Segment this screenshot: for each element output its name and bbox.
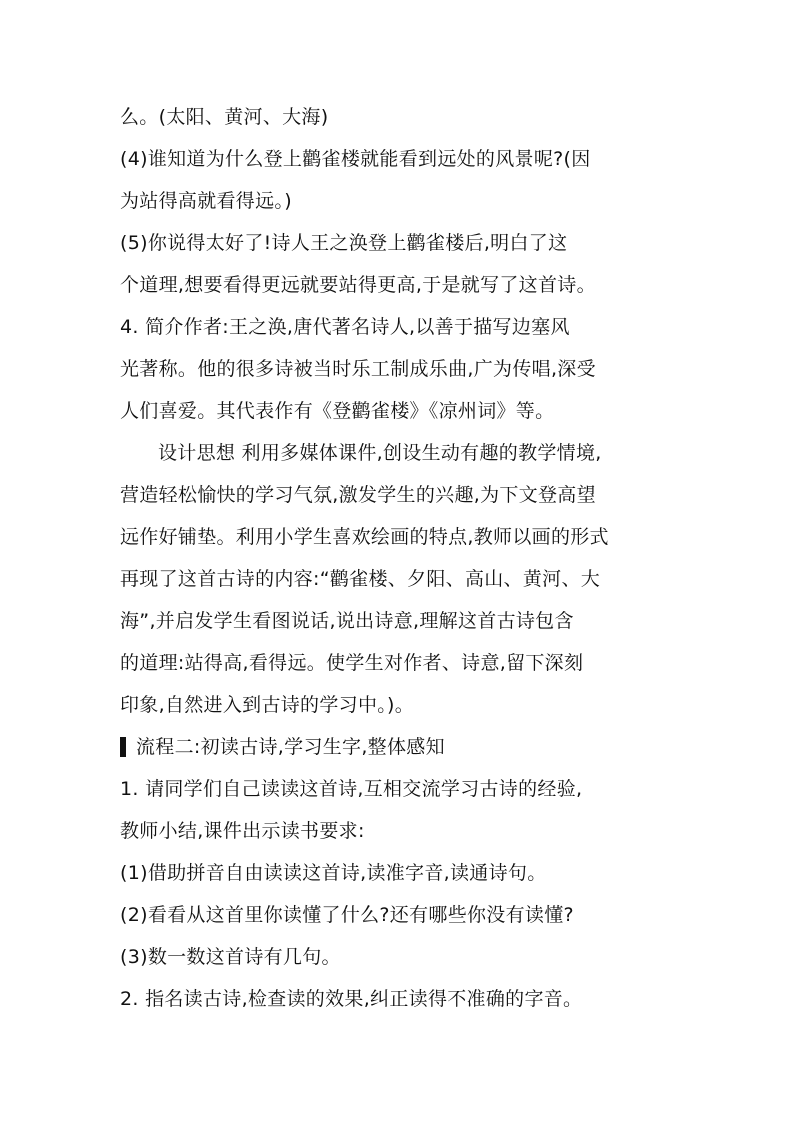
text-line: (3)数一数这首诗有几句。 <box>120 946 341 968</box>
heading-bar-icon <box>120 737 126 757</box>
text-line: 1. 请同学们自己读读这首诗,互相交流学习古诗的经验, <box>120 778 583 800</box>
text-line: 2. 指名读古诗,检查读的效果,纠正读得不准确的字音。 <box>120 988 583 1010</box>
text-line: 远作好铺垫。利用小学生喜欢绘画的特点,教师以画的形式 <box>120 526 609 548</box>
text-line: 教师小结,课件出示读书要求: <box>120 820 365 842</box>
text-line: 4. 简介作者:王之涣,唐代著名诗人,以善于描写边塞风 <box>120 316 570 338</box>
text-line: 人们喜爱。其代表作有《登鹳雀楼》《凉州词》等。 <box>120 400 555 422</box>
design-thought-paragraph-start: 设计思想 利用多媒体课件,创设生动有趣的教学情境, <box>158 442 602 464</box>
text-line: 为站得高就看得远。) <box>120 190 292 212</box>
text-line: 么。(太阳、黄河、大海) <box>120 106 329 128</box>
text-line: 印象,自然进入到古诗的学习中。)。 <box>120 694 415 716</box>
text-line: (1)借助拼音自由读读这首诗,读准字音,读通诗句。 <box>120 862 547 884</box>
section-heading-text: 流程二:初读古诗,学习生字,整体感知 <box>136 736 445 758</box>
text-line: 光著称。他的很多诗被当时乐工制成乐曲,广为传唱,深受 <box>120 358 596 380</box>
text-line: 个道理,想要看得更远就要站得更高,于是就写了这首诗。 <box>120 274 596 296</box>
text-line: 海”,并启发学生看图说话,说出诗意,理解这首古诗包含 <box>120 610 574 632</box>
text-line: (5)你说得太好了!诗人王之涣登上鹳雀楼后,明白了这 <box>120 232 568 254</box>
text-line: (4)谁知道为什么登上鹳雀楼就能看到远处的风景呢?(因 <box>120 148 591 170</box>
document-body <box>120 96 690 1020</box>
text-line: 的道理:站得高,看得远。使学生对作者、诗意,留下深刻 <box>120 652 584 674</box>
text-line: (2)看看从这首里你读懂了什么?还有哪些你没有读懂? <box>120 904 574 926</box>
section-heading <box>120 726 690 768</box>
text-line: 营造轻松愉快的学习气氛,激发学生的兴趣,为下文登高望 <box>120 484 596 506</box>
text-line: 再现了这首古诗的内容:“鹳雀楼、夕阳、高山、黄河、大 <box>120 568 601 590</box>
